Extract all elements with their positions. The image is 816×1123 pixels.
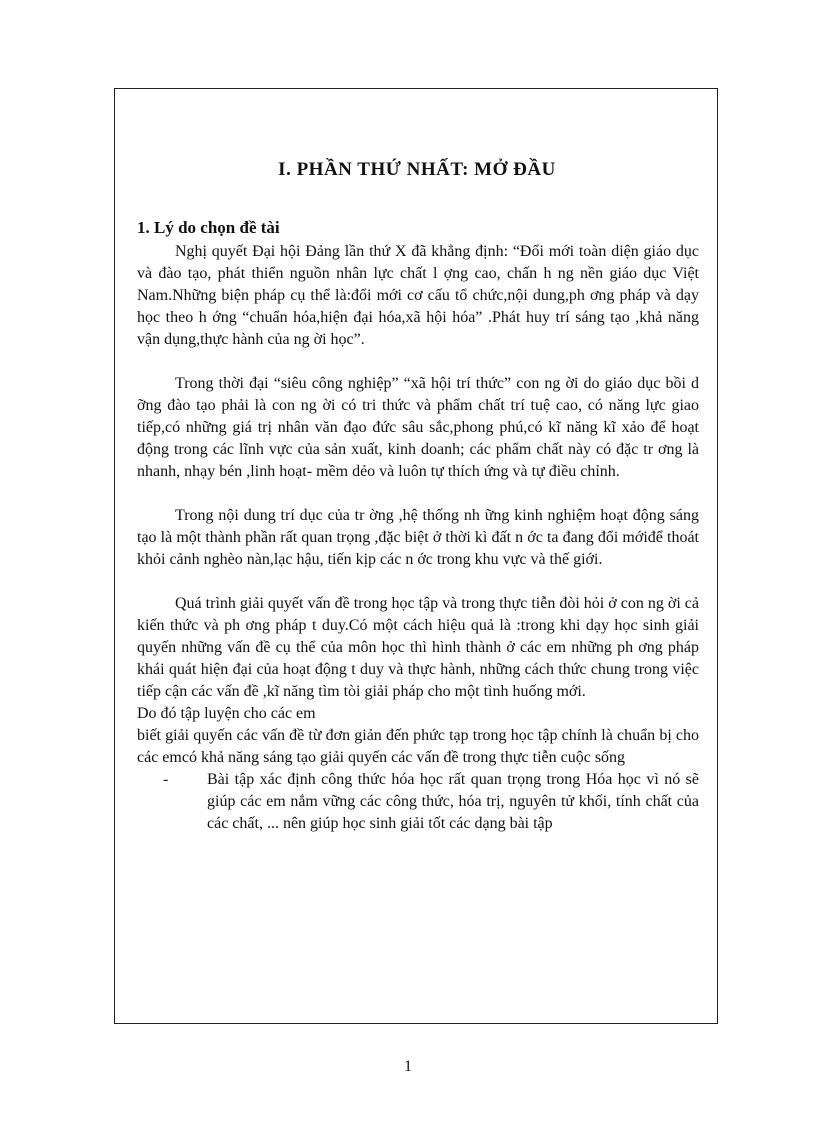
page-border-frame (114, 88, 718, 1024)
section-heading: 1. Lý do chọn đề tài (137, 218, 280, 237)
continuation-line: Do đó tập luyện cho các em (137, 705, 316, 722)
bullet-dash: - (163, 771, 169, 788)
paragraph-4: Quá trình giải quyết vấn đề trong học tập và trong thực tiễn đòi hỏi ở con ng ời cả kiến thức và ph ơng pháp t duy.Có một cách hiệu quả là :trong khi dạy học sinh giải quyến những vấn đề cụ thể của môn học thì hình thành ở các em những ph ơng pháp khái quát hiện đại của hoạt động t duy và thực hành, những cách thức chung trong việc tiếp cận các vấn đề ,kĩ năng tìm tòi giải pháp cho một tình huống mới. (137, 595, 699, 700)
paragraph-1: Nghị quyết Đại hội Đảng lần thứ X đã khẳng định: “Đổi mới toàn diện giáo dục và đào tạo, phát thiển nguồn nhân lực chất l ợng cao, chấn h ng nền giáo dục Việt Nam.Những biện pháp cụ thể là:đổi mới cơ cấu tổ chức,nội dung,ph ơng pháp và dạy học theo h ớng “chuẩn hóa,hiện đại hóa,xã hội hóa” .Phát huy trí sáng tạo ,khả năng vận dụng,thực hành của ng ời học”. (137, 243, 699, 348)
paragraph-2: Trong thời đại “siêu công nghiệp” “xã hội trí thức” con ng ời do giáo dục bồi d ỡng đào tạo phải là con ng ời có tri thức và phẩm chất trí tuệ cao, có năng lực giao tiếp,có những giá trị nhân văn đạo đức sâu sắc,phong phú,có kĩ năng kĩ xảo để hoạt động trong các lĩnh vực của sản xuất, kinh doanh; các phẩm chất này có đặc tr ơng là nhanh, nhạy bén ,linh hoạt- mềm dẻo và luôn tự thích ứng và tự điều chỉnh. (137, 375, 699, 480)
continuation-paragraph: biết giải quyến các vấn đề từ đơn giản đến phức tạp trong học tập chính là chuẩn bị cho các emcó khả năng sáng tạo giải quyến các vấn đề trong thực tiễn cuộc sống (137, 727, 699, 766)
chapter-title: I. PHẦN THỨ NHẤT: MỞ ĐẦU (278, 159, 556, 180)
bullet-text: Bài tập xác định công thức hóa học rất quan trọng trong Hóa học vì nó sẽ giúp các em nắm vững các công thức, hóa trị, nguyên tử khối, tính chất của các chất, ... nên giúp học sinh giải tốt các dạng bài tập (207, 771, 699, 832)
document-body (137, 217, 699, 835)
paragraph-3: Trong nội dung trí dục của tr ờng ,hệ thống nh ững kinh nghiệm hoạt động sáng tạo là một thành phần rất quan trọng ,đặc biệt ở thời kì đất n ớc ta đang đổi mớiđể thoát khỏi cảnh nghèo nàn,lạc hậu, tiến kịp các n ớc trong khu vực và thế giới. (137, 507, 699, 568)
bullet-item (163, 769, 699, 835)
page-number: 1 (404, 1058, 412, 1075)
